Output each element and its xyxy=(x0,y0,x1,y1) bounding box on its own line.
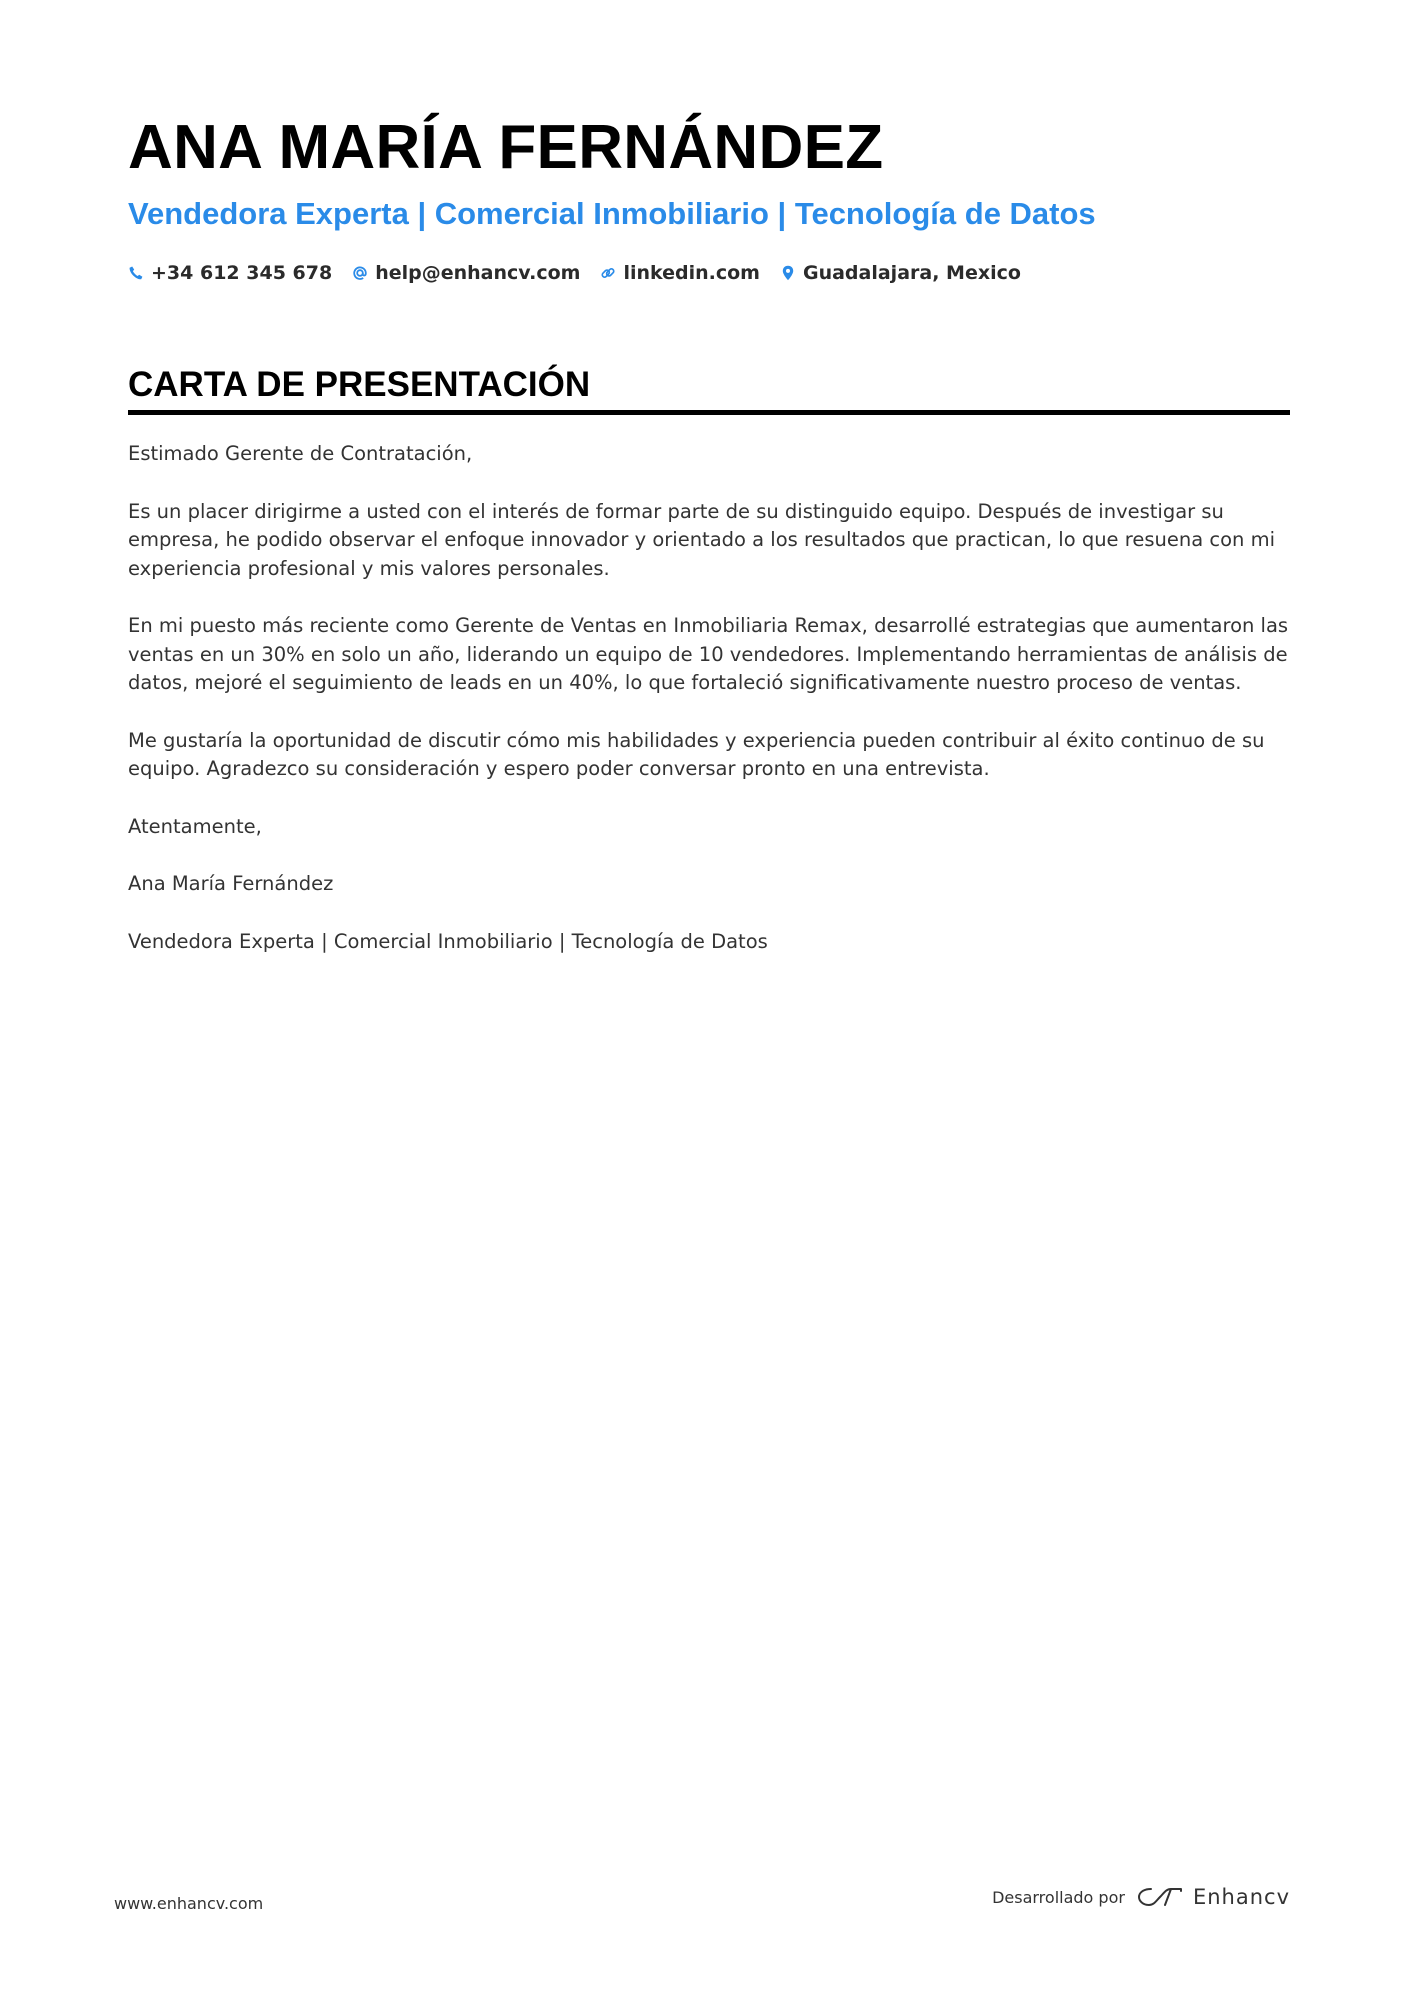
email-address: help@enhancv.com xyxy=(375,262,581,284)
phone-icon xyxy=(128,265,144,281)
powered-by-label: Desarrollado por xyxy=(992,1887,1125,1907)
letter-greeting: Estimado Gerente de Contratación, xyxy=(128,442,473,465)
contact-email[interactable] xyxy=(352,262,580,284)
phone-number: +34 612 345 678 xyxy=(151,262,333,284)
letter-paragraph: Es un placer dirigirme a usted con el interés de formar parte de su distinguido equipo. Después de investigar su empresa, he podido observar el enfoque innovador y orientado a los resultados que practican, lo que resuena con mi experiencia profesional y mis valores personales. xyxy=(128,499,1275,580)
footer-branding xyxy=(992,1884,1290,1910)
section-heading xyxy=(128,362,1290,415)
signature-title: Vendedora Experta | Comercial Inmobiliario | Tecnología de Datos xyxy=(128,929,768,953)
letter-paragraph: Me gustaría la oportunidad de discutir cómo mis habilidades y experiencia pueden contribuir al éxito continuo de su equipo. Agradezco su consideración y espero poder conversar pronto en una entrevista. xyxy=(128,728,1265,780)
section-divider xyxy=(128,410,1290,415)
header xyxy=(128,108,1290,288)
enhancv-logo-icon xyxy=(1137,1884,1183,1910)
linkedin-url: linkedin.com xyxy=(623,262,760,284)
signature-name: Ana María Fernández xyxy=(128,872,334,895)
candidate-title: Vendedora Experta | Comercial Inmobiliario | Tecnología de Datos xyxy=(128,196,1096,231)
link-icon xyxy=(600,265,616,281)
letter-paragraph: En mi puesto más reciente como Gerente de Ventas en Inmobiliaria Remax, desarrollé estrategias que aumentaron las ventas en un 30% en solo un año, liderando un equipo de 10 vendedores. Implementando herramientas de análisis de datos, mejoré el seguimiento de leads en un 40%, lo que fortaleció significativamente nuestro proceso de ventas. xyxy=(128,614,1289,694)
brand-name: Enhancv xyxy=(1192,1885,1290,1909)
footer-website[interactable]: www.enhancv.com xyxy=(114,1894,264,1913)
section-title: CARTA DE PRESENTACIÓN xyxy=(128,365,591,404)
letter-closing: Atentamente, xyxy=(128,814,262,838)
contact-linkedin[interactable] xyxy=(600,262,760,284)
at-icon xyxy=(352,265,368,281)
contact-location xyxy=(780,262,1021,284)
contact-info xyxy=(128,258,1290,288)
contact-phone xyxy=(128,262,332,284)
location-pin-icon xyxy=(780,265,796,281)
letter-body xyxy=(128,440,1293,985)
location: Guadalajara, Mexico xyxy=(802,262,1021,284)
candidate-name: ANA MARÍA FERNÁNDEZ xyxy=(128,113,884,182)
